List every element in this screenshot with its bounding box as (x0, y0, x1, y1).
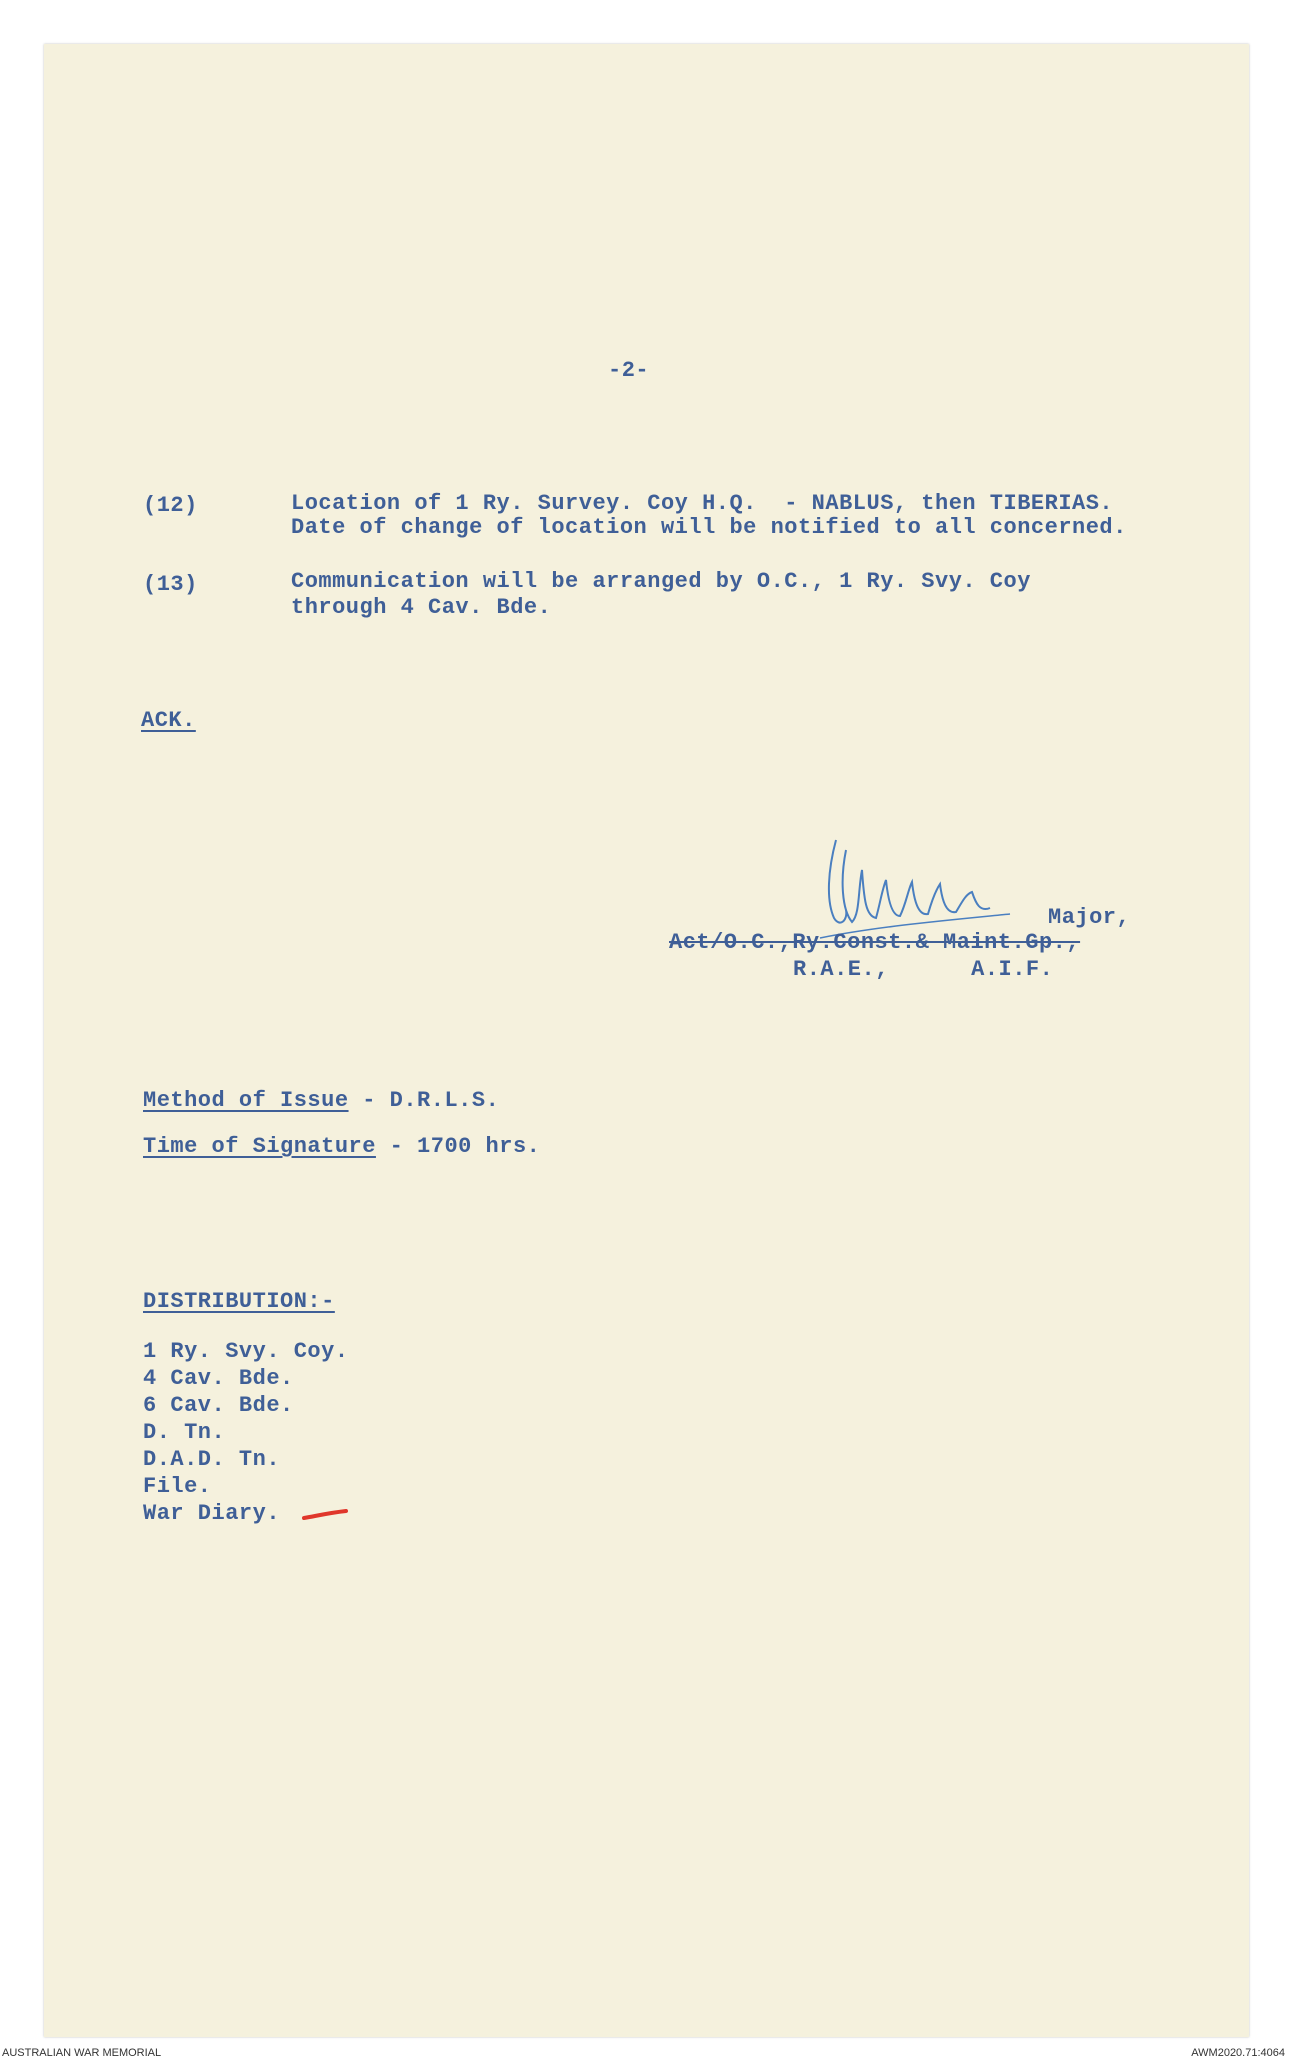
paragraph-line: through 4 Cav. Bde. (291, 595, 552, 620)
red-pencil-mark (302, 1507, 352, 1523)
signatory-title: Act/O.C.,Ry.Const.& Maint.Gp., (669, 930, 1081, 955)
page-number: -2- (608, 358, 650, 383)
paragraph-line: Location of 1 Ry. Survey. Coy H.Q. - NABLUS, then TIBERIAS. (291, 491, 1114, 516)
method-of-issue (143, 1087, 499, 1115)
distribution-heading: DISTRIBUTION:- (143, 1289, 335, 1314)
document-page (44, 44, 1249, 2037)
method-of-issue-value: - D.R.L.S. (348, 1088, 500, 1113)
footer-credit: AUSTRALIAN WAR MEMORIAL (2, 2047, 162, 2059)
paragraph-number: (13) (143, 572, 198, 597)
time-of-signature (143, 1133, 540, 1161)
distribution-item: File. (143, 1474, 212, 1499)
signatory-rank: Major, (1048, 905, 1131, 930)
ack-label: ACK. (141, 708, 196, 733)
paragraph-line: Date of change of location will be notified to all concerned. (291, 515, 1127, 540)
distribution-item: 4 Cav. Bde. (143, 1366, 294, 1391)
footer-reference: AWM2020.71:4064 (1191, 2047, 1285, 2059)
paragraph-number: (12) (143, 493, 198, 518)
distribution-item: 1 Ry. Svy. Coy. (143, 1339, 349, 1364)
distribution-item: War Diary. (143, 1501, 281, 1526)
method-of-issue-label: Method of Issue (143, 1088, 349, 1113)
distribution-item: D. Tn. (143, 1420, 226, 1445)
distribution-item: 6 Cav. Bde. (143, 1393, 294, 1418)
time-of-signature-label: Time of Signature (143, 1134, 376, 1159)
signatory-unit: R.A.E., A.I.F. (793, 957, 1054, 982)
paragraph-line: Communication will be arranged by O.C., 1 Ry. Svy. Coy (291, 569, 1031, 594)
time-of-signature-value: - 1700 hrs. (375, 1134, 541, 1159)
distribution-item: D.A.D. Tn. (143, 1447, 281, 1472)
